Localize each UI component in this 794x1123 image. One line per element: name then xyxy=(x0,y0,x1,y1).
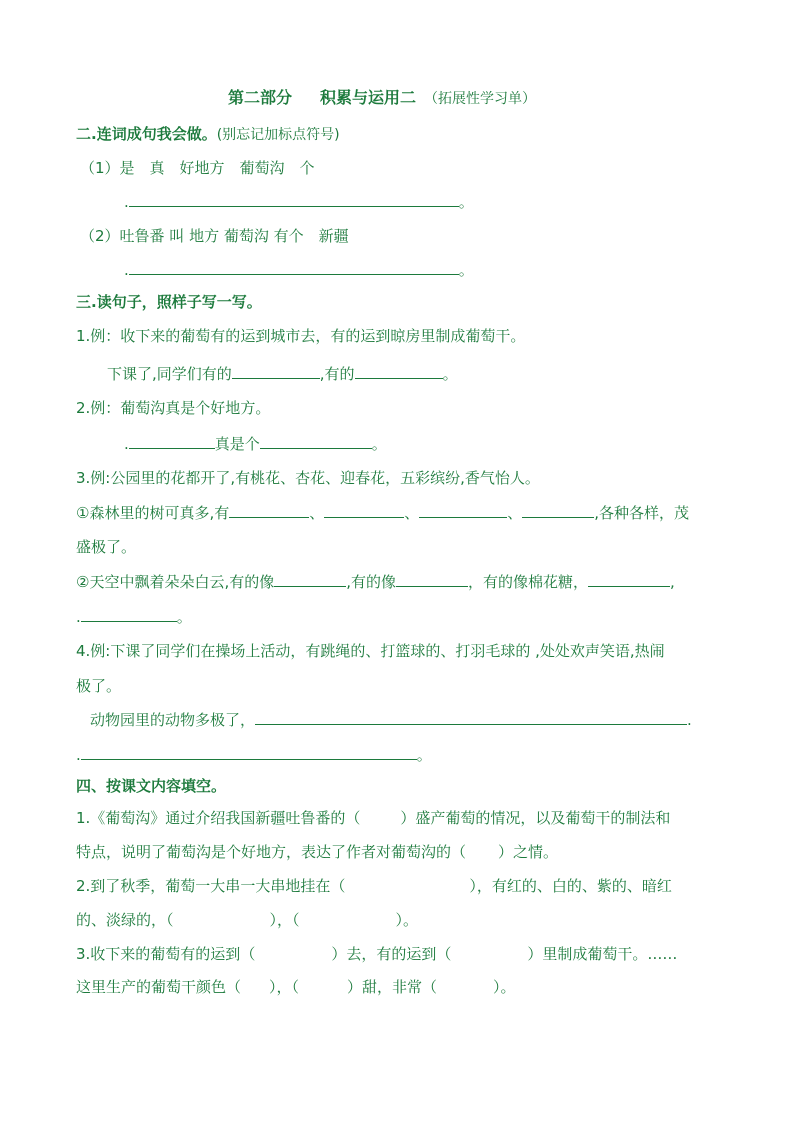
s3-example-2: 2.例：葡萄沟真是个好地方。 xyxy=(76,399,271,417)
s3-e3-2-mid-1: ,有的像 xyxy=(346,573,396,591)
s3-e4-dot: . xyxy=(687,711,692,729)
s3-example-3: 3.例:公园里的花都开了,有桃花、杏花、迎春花，五彩缤纷,香气怡人。 xyxy=(76,469,540,487)
s4-q1-part-d: ）之情。 xyxy=(498,843,559,861)
s2-q1-blank[interactable] xyxy=(129,192,459,207)
s3-exercise-3-1 xyxy=(76,503,689,523)
s3-e3-1-blank-2[interactable] xyxy=(324,503,404,518)
s3-example-1: 1.例：收下来的葡萄有的运到城市去，有的运到晾房里制成葡萄干。 xyxy=(76,327,526,345)
s2-q2-blank[interactable] xyxy=(129,260,459,275)
s4-q3-part-c: ）里制成葡萄干。…… xyxy=(527,945,678,963)
s3-exercise-4 xyxy=(90,710,692,730)
title-part: 第二部分 xyxy=(228,88,293,107)
s4-q2-part-a: 2.到了秋季，葡萄一大串一大串地挂在（ xyxy=(76,877,346,895)
s4-q3-part-g: ）。 xyxy=(493,978,516,996)
s3-e3-2-blank-2[interactable] xyxy=(396,572,468,587)
s4-q3-line-2 xyxy=(76,977,516,997)
s3-e3-2-comma: , xyxy=(670,573,675,591)
s3-e3-2-end: 。 xyxy=(176,608,192,626)
s3-example-4-cont: 极了。 xyxy=(76,677,122,695)
s3-e4-blank-2[interactable] xyxy=(81,745,417,760)
s3-e3-2-prefix: ②天空中飘着朵朵白云,有的像 xyxy=(76,573,275,591)
s3-e1-blank-1[interactable] xyxy=(232,364,320,379)
s4-q2-line-1 xyxy=(76,876,672,896)
s4-q1-part-b: ）盛产葡萄的情况，以及葡萄干的制法和 xyxy=(400,809,671,827)
s3-exercise-3-1-cont: 盛极了。 xyxy=(76,538,137,556)
s3-e4-prefix: 动物园里的动物多极了， xyxy=(90,711,256,729)
s3-e1-mid: ,有的 xyxy=(319,365,355,383)
s3-e3-2-blank-3[interactable] xyxy=(588,572,670,587)
s4-q2-part-d: ），（ xyxy=(269,911,300,929)
s3-exercise-4-cont xyxy=(76,745,432,765)
title-name: 积累与运用二 xyxy=(320,88,417,107)
s3-e2-end: 。 xyxy=(371,435,387,453)
s4-q3-line-1 xyxy=(76,944,677,964)
s3-e3-1-blank-1[interactable] xyxy=(229,503,309,518)
s3-e3-1-prefix: ①森林里的树可真多,有 xyxy=(76,504,230,522)
s3-e3-2-dot: . xyxy=(76,608,81,626)
s3-e4-lead: . xyxy=(76,746,81,764)
s3-exercise-1 xyxy=(107,364,458,384)
s3-e1-prefix: 下课了,同学们有的 xyxy=(107,365,232,383)
s2-q1-end: 。 xyxy=(458,193,474,211)
s3-e2-dot: . xyxy=(124,435,129,453)
s3-example-4: 4.例:下课了同学们在操场上活动，有跳绳的、打篮球的、打羽毛球的 ,处处欢声笑语,热闹 xyxy=(76,642,665,660)
title-sub: （拓展性学习单） xyxy=(424,91,537,107)
s4-q3-part-a: 3.收下来的葡萄有的运到（ xyxy=(76,945,256,963)
s4-q2-part-e: ）。 xyxy=(395,911,419,929)
s3-e3-1-sep-2: 、 xyxy=(404,504,420,522)
s2-q2-end: 。 xyxy=(458,261,474,279)
section-4-heading: 四、按课文内容填空。 xyxy=(76,777,227,795)
s4-q3-part-f: ）甜，非常（ xyxy=(347,978,438,996)
s3-exercise-2 xyxy=(124,434,387,454)
s2-q1-words: （1）是 真 好地方 葡萄沟 个 xyxy=(80,159,315,177)
s3-e1-end: 。 xyxy=(442,365,458,383)
section-2-note: (别忘记加标点符号) xyxy=(216,127,340,143)
s3-e3-1-sep-3: 、 xyxy=(507,504,523,522)
s3-e4-blank-1[interactable] xyxy=(255,710,687,725)
s3-e2-blank-2[interactable] xyxy=(260,434,372,449)
s3-e3-1-blank-4[interactable] xyxy=(522,503,594,518)
s4-q3-part-e: ），（ xyxy=(269,978,300,996)
s4-q1-line-2 xyxy=(76,842,558,862)
s3-e3-2-mid-2: ，有的像棉花糖， xyxy=(468,573,589,591)
s4-q3-part-d: 这里生产的葡萄干颜色（ xyxy=(76,978,242,996)
s3-e3-1-sep-1: 、 xyxy=(309,504,325,522)
s4-q3-part-b: ）去，有的运到（ xyxy=(331,945,452,963)
section-2-heading xyxy=(76,124,340,145)
s3-e3-2-blank-4[interactable] xyxy=(81,607,177,622)
s3-e3-1-blank-3[interactable] xyxy=(419,503,507,518)
s3-e1-blank-2[interactable] xyxy=(355,364,443,379)
s3-exercise-3-2 xyxy=(76,572,675,592)
s3-e4-end: 。 xyxy=(416,746,432,764)
s3-e3-1-suffix: ,各种各样，茂 xyxy=(594,504,690,522)
s4-q1-part-a: 1.《葡萄沟》通过介绍我国新疆吐鲁番的（ xyxy=(76,809,361,827)
section-3-heading: 三.读句子，照样子写一写。 xyxy=(76,293,262,311)
s2-q2-answer-line xyxy=(124,260,474,280)
s4-q1-line-1 xyxy=(76,808,670,828)
page-title xyxy=(228,88,536,109)
section-2-title: 二.连词成句我会做。 xyxy=(76,125,217,143)
s2-q2-dot: . xyxy=(124,261,129,279)
s4-q2-part-c: 的、淡绿的，（ xyxy=(76,911,174,929)
s3-e2-blank-1[interactable] xyxy=(129,434,215,449)
s4-q2-part-b: ），有红的、白的、紫的、暗红 xyxy=(469,877,672,895)
s4-q1-part-c: 特点，说明了葡萄沟是个好地方，表达了作者对葡萄沟的（ xyxy=(76,843,467,861)
s3-e3-2-blank-1[interactable] xyxy=(274,572,346,587)
s2-q1-answer-line xyxy=(124,192,474,212)
s3-e2-mid: 真是个 xyxy=(214,435,260,453)
s3-exercise-3-2-cont xyxy=(76,607,192,627)
s4-q2-line-2 xyxy=(76,910,418,930)
s2-q1-dot: . xyxy=(124,193,129,211)
s2-q2-words: （2）吐鲁番 叫 地方 葡萄沟 有个 新疆 xyxy=(80,227,349,245)
